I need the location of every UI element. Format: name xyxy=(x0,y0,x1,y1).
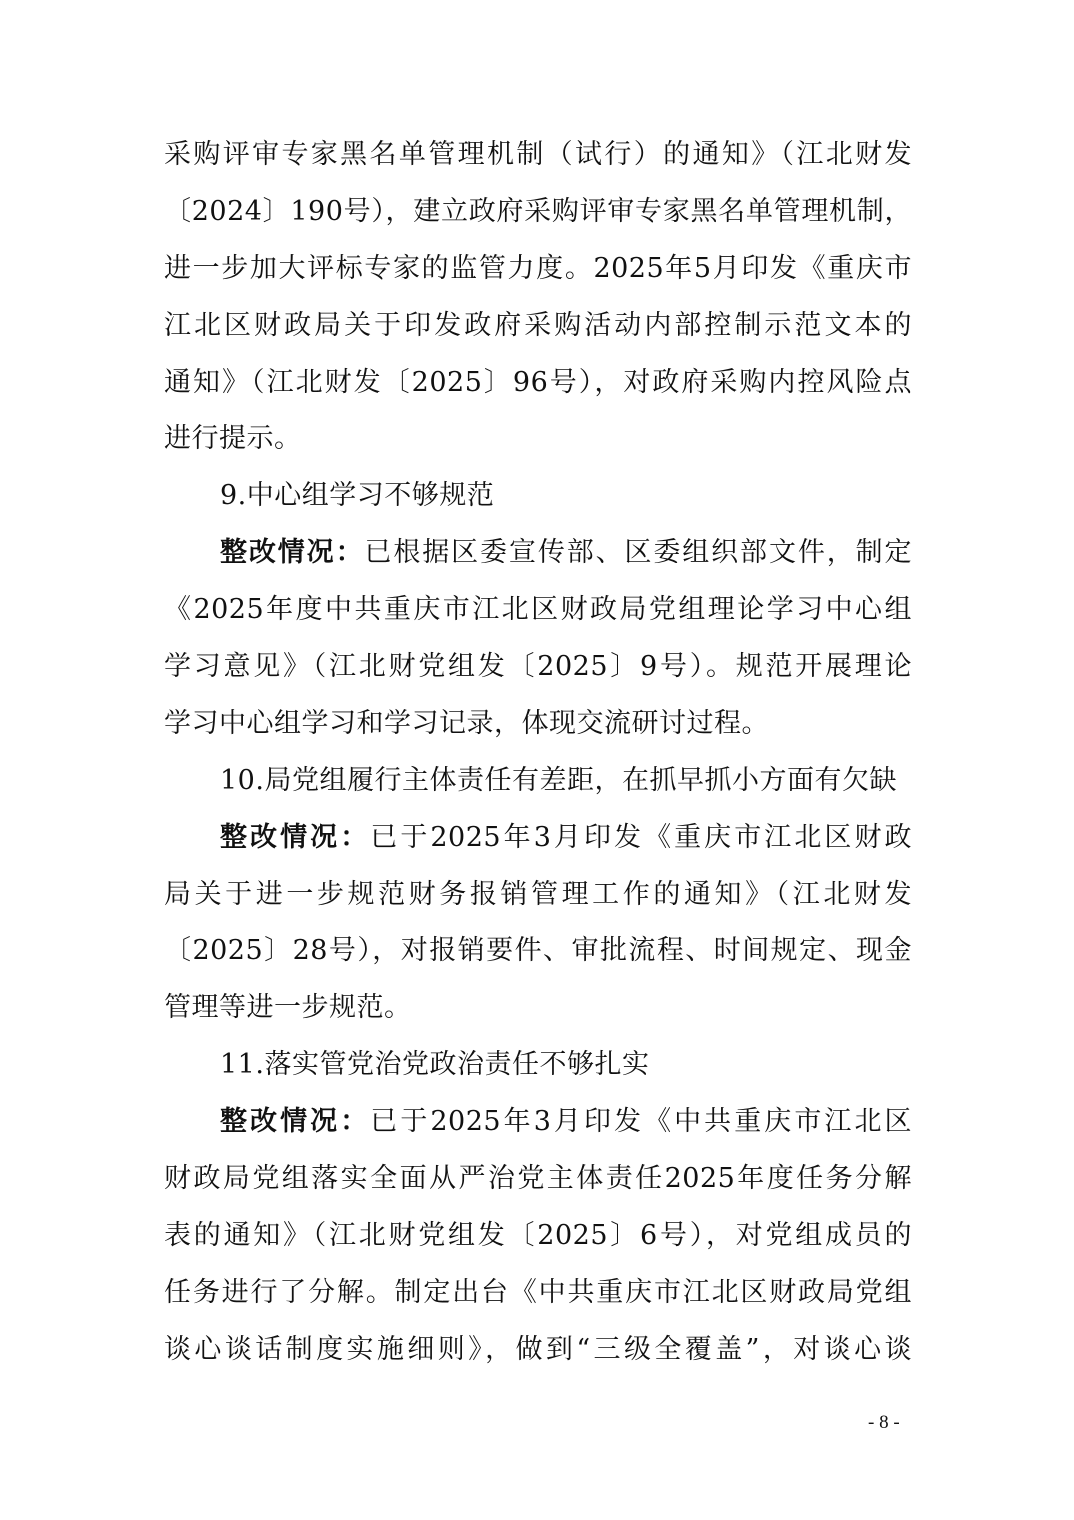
line-text: 任务进行了分解。制定出台《中共重庆市江北区财政局党组 xyxy=(164,1276,912,1308)
paragraph-line xyxy=(164,298,912,355)
rectification-label: 整改情况： xyxy=(220,1106,371,1138)
rectification-label: 整改情况： xyxy=(220,537,365,569)
paragraph-line xyxy=(164,639,912,696)
heading-text: 11.落实管党治党政治责任不够扎实 xyxy=(220,1049,650,1081)
paragraph-line xyxy=(164,525,912,582)
line-text: 已于2025年3月印发《重庆市江北区财政 xyxy=(370,821,912,853)
line-text: 财政局党组落实全面从严治党主体责任2025年度任务分解 xyxy=(164,1163,912,1195)
paragraph-line xyxy=(164,1094,912,1151)
section-heading xyxy=(164,1037,912,1094)
paragraph-line xyxy=(164,980,912,1037)
paragraph-line xyxy=(164,696,912,753)
line-text: 局关于进一步规范财务报销管理工作的通知》（江北财发 xyxy=(164,878,912,910)
section-heading xyxy=(164,753,912,810)
line-text: 学习意见》（江北财党组发〔2025〕9号）。规范开展理论 xyxy=(164,651,912,683)
paragraph-line xyxy=(164,411,912,468)
paragraph-line xyxy=(164,1208,912,1265)
paragraph-line xyxy=(164,184,912,241)
heading-text: 9.中心组学习不够规范 xyxy=(220,480,495,512)
paragraph-line xyxy=(164,867,912,924)
line-text: 江北区财政局关于印发政府采购活动内部控制示范文本的 xyxy=(164,309,912,341)
paragraph-line xyxy=(164,355,912,412)
line-text: 进一步加大评标专家的监管力度。2025年5月印发《重庆市 xyxy=(164,252,912,284)
line-text: 进行提示。 xyxy=(164,423,302,455)
paragraph-line xyxy=(164,810,912,867)
paragraph-line xyxy=(164,127,912,184)
line-text: 已根据区委宣传部、区委组织部文件，制定 xyxy=(364,537,912,569)
line-text: 采购评审专家黑名单管理机制（试行）的通知》（江北财发 xyxy=(164,139,912,170)
paragraph-line xyxy=(164,1322,912,1379)
rectification-label: 整改情况： xyxy=(220,821,371,853)
line-text: 已于2025年3月印发《中共重庆市江北区 xyxy=(370,1106,912,1138)
line-text: 《2025年度中共重庆市江北区财政局党组理论学习中心组 xyxy=(164,594,912,626)
line-text: 通知》（江北财发〔2025〕96号），对政府采购内控风险点 xyxy=(164,366,912,398)
paragraph-line xyxy=(164,241,912,298)
paragraph-line xyxy=(164,582,912,639)
line-text: 〔2024〕190号），建立政府采购评审专家黑名单管理机制， xyxy=(164,195,912,227)
heading-text: 10.局党组履行主体责任有差距，在抓早抓小方面有欠缺 xyxy=(220,764,897,796)
line-text: 学习中心组学习和学习记录，体现交流研讨过程。 xyxy=(164,707,769,739)
document-body xyxy=(164,127,912,1379)
paragraph-line xyxy=(164,1151,912,1208)
line-text: 〔2025〕28号），对报销要件、审批流程、时间规定、现金 xyxy=(164,935,912,967)
paragraph-line xyxy=(164,923,912,980)
line-text: 谈心谈话制度实施细则》，做到“三级全覆盖”，对谈心谈 xyxy=(164,1333,912,1365)
paragraph-line xyxy=(164,1265,912,1322)
section-heading xyxy=(164,468,912,525)
page-number: - 8 - xyxy=(868,1412,900,1433)
line-text: 表的通知》（江北财党组发〔2025〕6号），对党组成员的 xyxy=(164,1219,912,1251)
line-text: 管理等进一步规范。 xyxy=(164,992,412,1024)
